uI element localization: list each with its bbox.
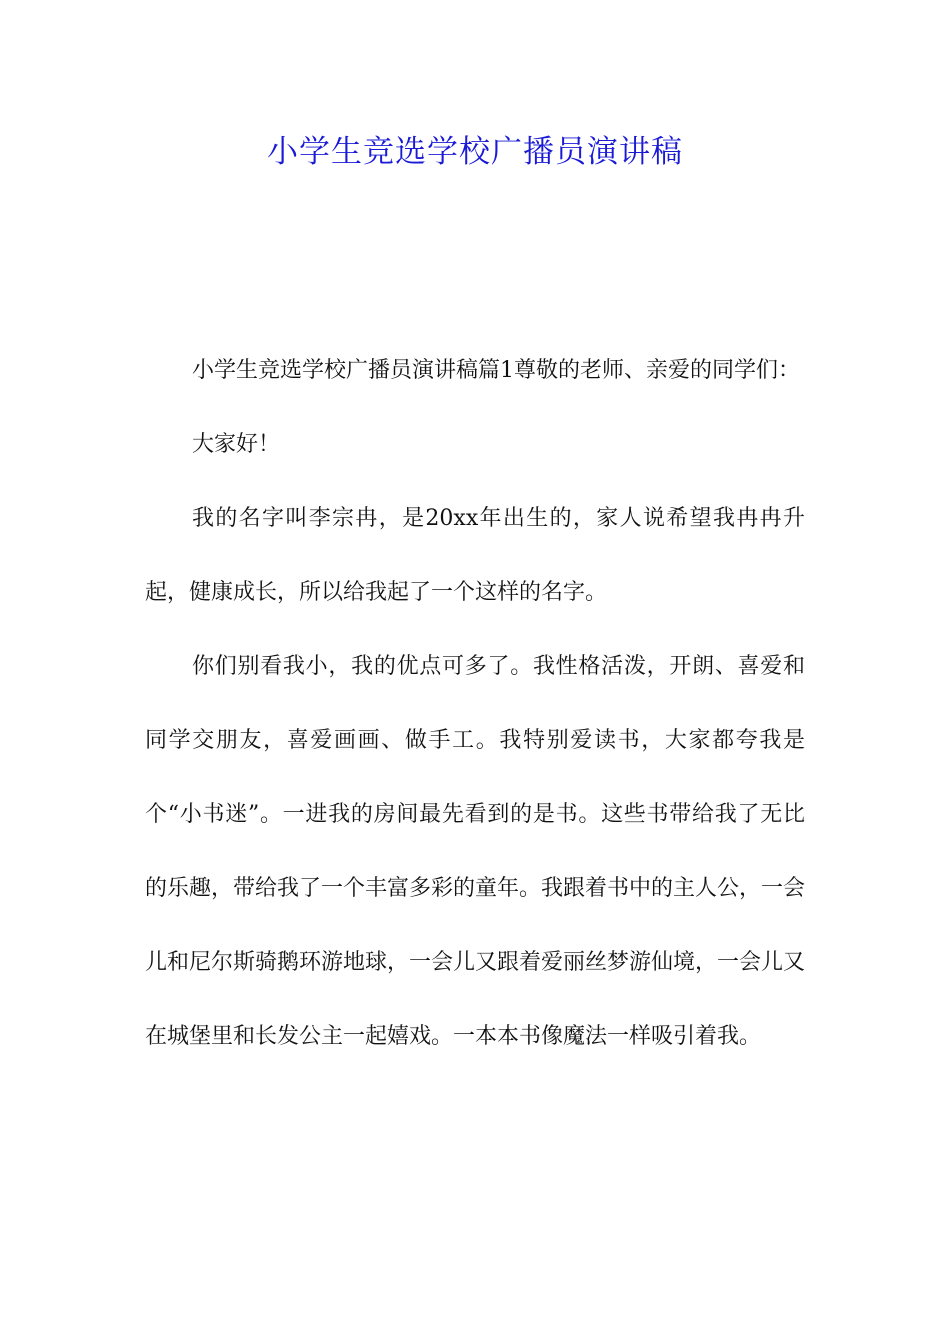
paragraph-strengths: 你们别看我小，我的优点可多了。我性格活泼，开朗、喜爱和同学交朋友，喜爱画画、做手工。我特别爱读书，大家都夸我是个“小书迷”。一进我的房间最先看到的是书。这些书带给我了无比的乐趣，带给我了一个丰富多彩的童年。我跟着书中的主人公，一会儿和尼尔斯骑鹅环游地球，一会儿又跟着爱丽丝梦游仙境，一会儿又在城堡里和长发公主一起嬉戏。一本本书像魔法一样吸引着我。 [145,654,806,1049]
paragraph-hello: 大家好！ [192,432,281,457]
paragraph-greeting: 小学生竞选学校广播员演讲稿篇1尊敬的老师、亲爱的同学们： [192,358,800,383]
document-body [145,334,805,1074]
document-title: 小学生竞选学校广播员演讲稿 [267,134,683,170]
paragraph-name: 我的名字叫李宗冉，是20xx年出生的，家人说希望我冉冉升起，健康成长，所以给我起了一个这样的名字。 [145,506,805,605]
